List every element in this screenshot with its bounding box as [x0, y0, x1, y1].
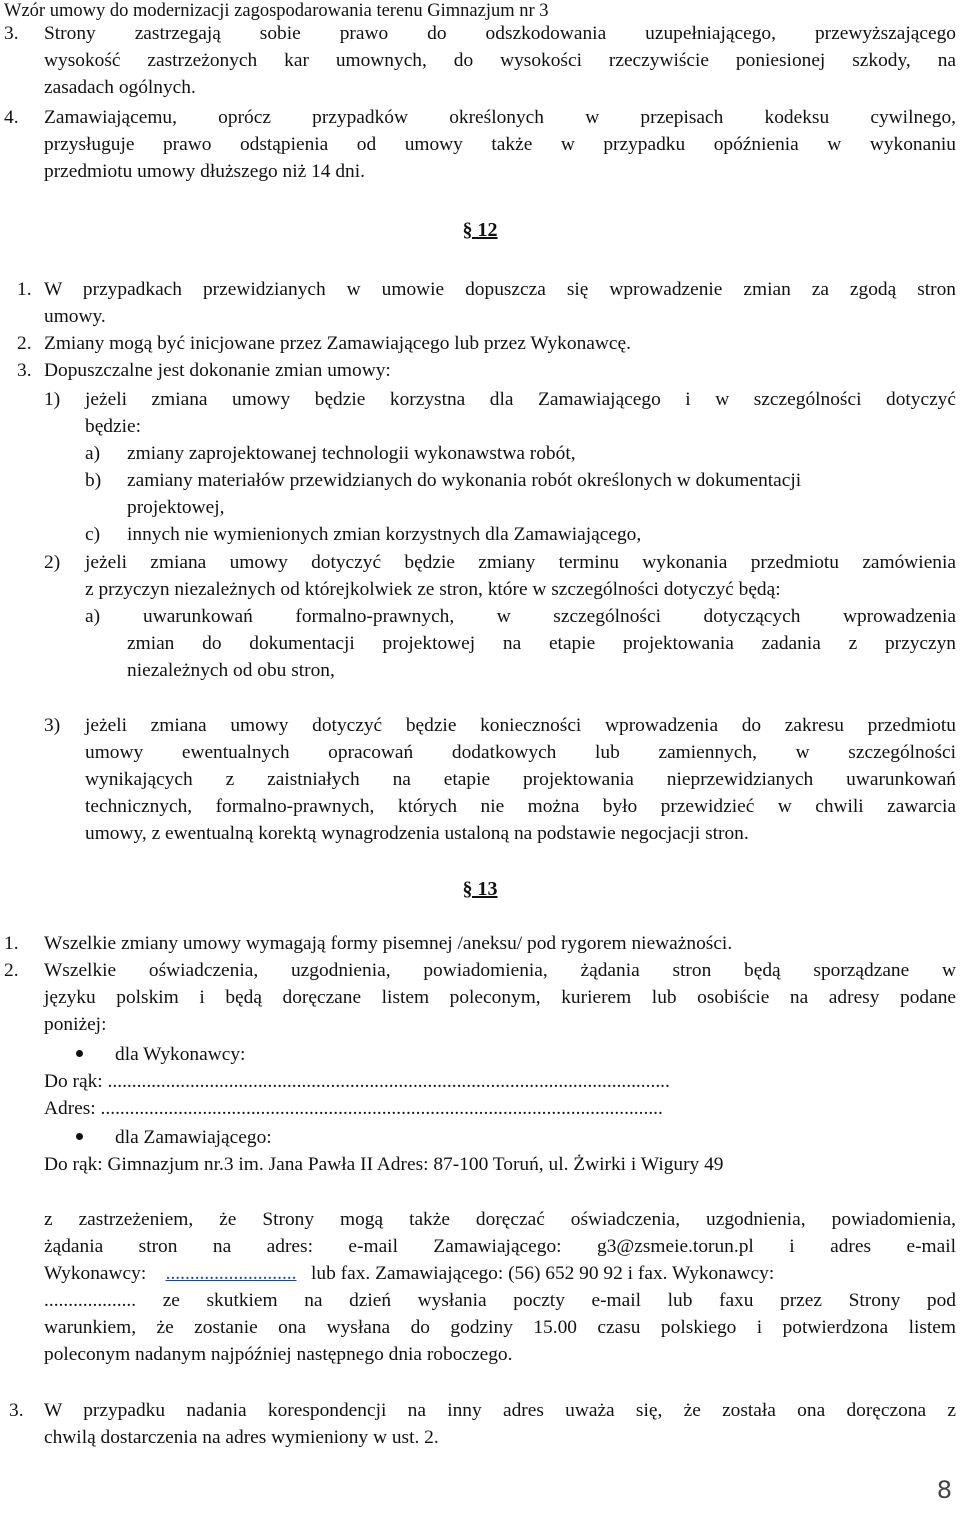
s13-p2-line3: poniżej: — [44, 1014, 107, 1035]
s12-item1c-letter: c) — [85, 524, 101, 545]
s13-p3-line2: chwilą dostarczenia na adres wymieniony w ust. 2. — [44, 1427, 439, 1448]
recipient-employer-label: dla Zamawiającego: — [115, 1127, 272, 1148]
s12-item2a-line3: niezależnych od obu stron, — [127, 660, 335, 681]
bullet-icon — [76, 1133, 83, 1140]
proviso-line5: warunkiem, że zostanie ona wysłana do godziny 15.00 czasu polskiego i potwierdzona listem — [44, 1317, 956, 1338]
s12-item3-number: 3) — [44, 715, 61, 736]
section-13-title: § 13 — [462, 878, 498, 900]
proviso-line3-end: lub fax. Zamawiającego: (56) 652 90 92 i fax. Wykonawcy: — [311, 1263, 775, 1284]
s11-p3-line2: wysokość zastrzeżonych kar umownych, do wysokości rzeczywiście poniesionej szkody, na — [44, 50, 956, 71]
s11-p3-line1: Strony zastrzegają sobie prawo do odszkodowania uzupełniającego, przewyższającego — [44, 23, 956, 44]
s12-item1a-letter: a) — [85, 443, 101, 464]
proviso-line4: ................... ze skutkiem na dzień wysłania poczty e-mail lub faxu przez Strony pod — [44, 1290, 956, 1311]
s12-item2a-line2: zmian do dokumentacji projektowej na etapie projektowania zadania z przyczyn — [127, 633, 956, 654]
s12-item1-line2: będzie: — [85, 416, 141, 437]
s12-item2-line1: jeżeli zmiana umowy dotyczyć będzie zmiany terminu wykonania przedmiotu zamówienia — [85, 552, 956, 573]
s11-p4-number: 4. — [4, 107, 19, 128]
s12-item1a-line1: zmiany zaprojektowanej technologii wykonawstwa robót, — [127, 443, 576, 464]
s12-p1-line1: W przypadkach przewidzianych w umowie dopuszcza się wprowadzenie zmian za zgodą stron — [44, 279, 956, 300]
s12-item1-line1: jeżeli zmiana umowy będzie korzystna dla Zamawiającego i w szczególności dotyczyć — [85, 389, 956, 410]
s12-item1b-line2: projektowej, — [127, 497, 225, 518]
s11-p4-line2: przysługuje prawo odstąpienia od umowy także w przypadku opóźnienia w wykonaniu — [44, 134, 956, 155]
proviso-line2: żądania stron na adres: e-mail Zamawiającego: g3@zsmeie.torun.pl i adres e-mail — [44, 1236, 956, 1257]
contractor-attn-line: Do rąk: .................................................................................................................... — [44, 1071, 670, 1092]
s12-item3-line4: technicznych, formalno-prawnych, których nie można było przewidzieć w chwili zawarcia — [85, 796, 956, 817]
contractor-email-link[interactable]: ........................... — [165, 1263, 297, 1284]
s13-p1-number: 1. — [4, 933, 19, 954]
s12-item2-number: 2) — [44, 552, 61, 573]
s13-p2-line1: Wszelkie oświadczenia, uzgodnienia, powiadomienia, żądania stron będą sporządzane w — [44, 960, 956, 981]
s12-item1-number: 1) — [44, 389, 61, 410]
s12-p1-line2: umowy. — [44, 306, 106, 327]
s11-p4-line1: Zamawiającemu, oprócz przypadków określonych w przepisach kodeksu cywilnego, — [44, 107, 956, 128]
s12-item1c-line1: innych nie wymienionych zmian korzystnych dla Zamawiającego, — [127, 524, 642, 545]
s12-item3-line2: umowy ewentualnych opracowań dodatkowych lub zamiennych, w szczególności — [85, 742, 956, 763]
s12-p3-line1: Dopuszczalne jest dokonanie zmian umowy: — [44, 360, 391, 381]
s13-p1-line1: Wszelkie zmiany umowy wymagają formy pisemnej /aneksu/ pod rygorem nieważności. — [44, 933, 733, 954]
s12-item2a-letter: a) — [85, 606, 101, 627]
s12-p2-line1: Zmiany mogą być inicjowane przez Zamawiającego lub przez Wykonawcę. — [44, 333, 631, 354]
s12-item2a-line1: uwarunkowań formalno-prawnych, w szczególności dotyczących wprowadzenia — [143, 606, 956, 627]
s12-item1b-letter: b) — [85, 470, 102, 491]
s12-item3-line3: wynikających z zaistniałych na etapie projektowania nieprzewidzianych uwarunkowań — [85, 769, 956, 790]
s12-p3-number: 3. — [17, 360, 32, 381]
s12-item3-line5: umowy, z ewentualną korektą wynagrodzenia ustaloną na podstawie negocjacji stron. — [85, 823, 749, 844]
s12-item1b-line1: zamiany materiałów przewidzianych do wykonania robót określonych w dokumentacji — [127, 470, 802, 491]
proviso-line3-start: Wykonawcy: — [44, 1263, 147, 1284]
s11-p4-line3: przedmiotu umowy dłuższego niż 14 dni. — [44, 161, 365, 182]
s11-p3-number: 3. — [4, 23, 19, 44]
s12-item3-line1: jeżeli zmiana umowy dotyczyć będzie konieczności wprowadzenia do zakresu przedmiotu — [85, 715, 956, 736]
s13-p2-line2: języku polskim i będą doręczane listem poleconym, kurierem lub osobiście na adresy podane — [44, 987, 956, 1008]
proviso-line3 — [44, 1260, 956, 1287]
recipient-contractor-label: dla Wykonawcy: — [115, 1044, 246, 1065]
s13-p3-number: 3. — [9, 1400, 24, 1421]
s12-p2-number: 2. — [17, 333, 32, 354]
section-12-title: § 12 — [462, 219, 498, 241]
page-header: Wzór umowy do modernizacji zagospodarowania terenu Gimnazjum nr 3 — [4, 1, 549, 21]
s12-item2-line2: z przyczyn niezależnych od którejkolwiek ze stron, które w szczególności dotyczyć będą: — [85, 579, 781, 600]
s13-p3-line1: W przypadku nadania korespondencji na inny adres uważa się, że została ona doręczona z — [44, 1400, 956, 1421]
page-number: 8 — [936, 1476, 952, 1504]
s12-p1-number: 1. — [17, 279, 32, 300]
contractor-address-line: Adres: .................................................................................................................... — [44, 1098, 663, 1119]
bullet-icon — [76, 1050, 83, 1057]
s13-p2-number: 2. — [4, 960, 19, 981]
s11-p3-line3: zasadach ogólnych. — [44, 77, 196, 98]
proviso-line6: poleconym nadanym najpóźniej następnego dnia roboczego. — [44, 1344, 513, 1365]
proviso-line1: z zastrzeżeniem, że Strony mogą także doręczać oświadczenia, uzgodnienia, powiadomienia, — [44, 1209, 956, 1230]
employer-attn-address-line: Do rąk: Gimnazjum nr.3 im. Jana Pawła II Adres: 87-100 Toruń, ul. Żwirki i Wigury 49 — [44, 1154, 724, 1175]
